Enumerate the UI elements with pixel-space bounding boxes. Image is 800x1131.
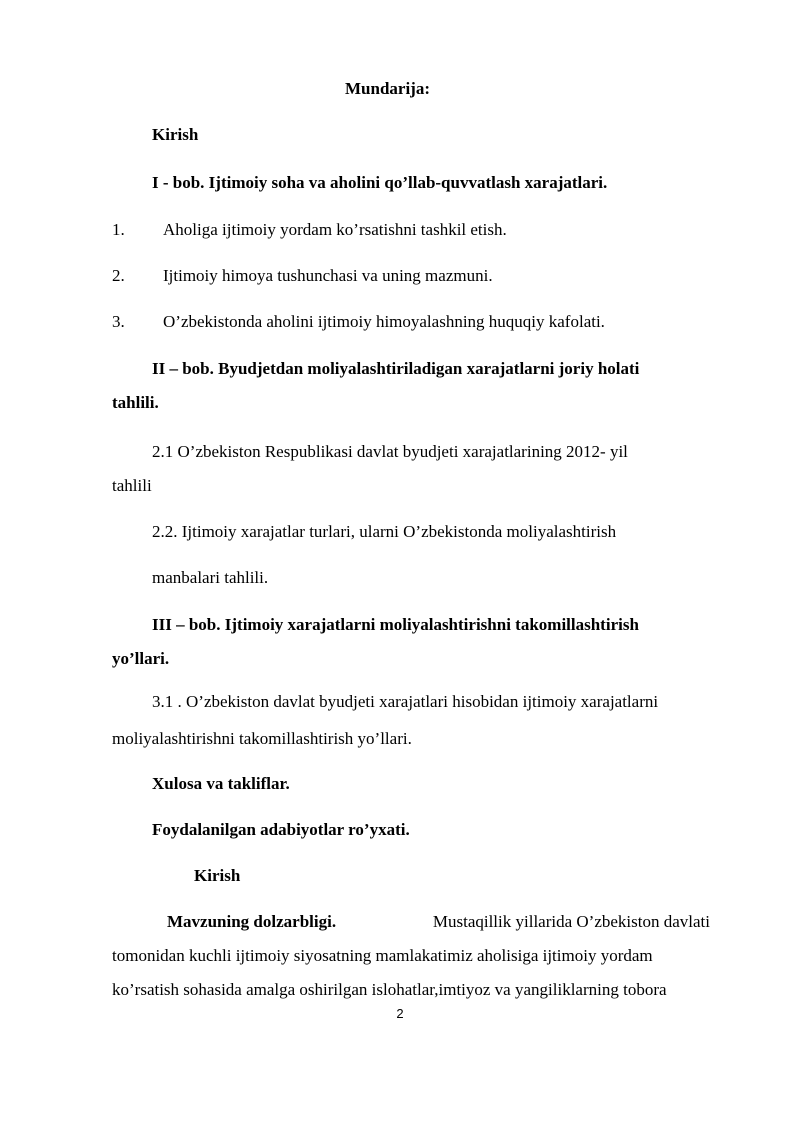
toc-chapter1-item2-number: 2.	[112, 266, 125, 285]
toc-chapter2-item2-line2: manbalari tahlili.	[152, 568, 269, 587]
toc-chapter3-item1-line2: moliyalashtirishni takomillashtirish yo’llari.	[112, 729, 412, 748]
toc-chapter1-item1-number: 1.	[112, 220, 125, 239]
intro-heading: Kirish	[194, 866, 241, 885]
intro-lead-bold: Mavzuning dolzarbligi.	[167, 912, 337, 931]
toc-chapter3-title-line2: yo’llari.	[112, 649, 170, 668]
intro-line1-rest: Mustaqillik yillarida O’zbekiston davlati	[432, 912, 710, 931]
toc-chapter2-item1-line2: tahlili	[112, 476, 152, 495]
toc-chapter1-title: I - bob. Ijtimoiy soha va aholini qo’llab-quvvatlash xarajatlari.	[152, 173, 608, 192]
toc-chapter2-item1-line1: 2.1 O’zbekiston Respublikasi davlat byudjeti xarajatlarining 2012- yil	[152, 442, 628, 461]
toc-intro: Kirish	[152, 125, 199, 144]
toc-title: Mundarija:	[345, 79, 430, 98]
toc-chapter1-item3-number: 3.	[112, 312, 125, 331]
toc-references: Foydalanilgan adabiyotlar ro’yxati.	[152, 820, 410, 839]
toc-chapter2-title-line2: tahlili.	[112, 393, 159, 412]
toc-chapter2-title-line1: II – bob. Byudjetdan moliyalashtiriladigan xarajatlarni joriy holati	[152, 359, 640, 378]
intro-paragraph-line1	[167, 913, 710, 930]
toc-chapter2-item2-line1: 2.2. Ijtimoiy xarajatlar turlari, ularni O’zbekistonda moliyalashtirish	[152, 522, 617, 541]
toc-chapter1-item1-text: Aholiga ijtimoiy yordam ko’rsatishni tashkil etish.	[163, 220, 507, 239]
toc-chapter3-title-line1: III – bob. Ijtimoiy xarajatlarni moliyalashtirishni takomillashtirish	[152, 615, 639, 634]
toc-chapter3-item1-line1: 3.1 . O’zbekiston davlat byudjeti xarajatlari hisobidan ijtimoiy xarajatlarni	[152, 692, 659, 711]
intro-paragraph-line3: ko’rsatish sohasida amalga oshirilgan islohatlar,imtiyoz va yangiliklarning tobora	[112, 980, 667, 999]
toc-chapter1-item3-text: O’zbekistonda aholini ijtimoiy himoyalashning huquqiy kafolati.	[163, 312, 605, 331]
page-number: 2	[396, 1006, 404, 1021]
toc-conclusion: Xulosa va takliflar.	[152, 774, 290, 793]
intro-paragraph-line2: tomonidan kuchli ijtimoiy siyosatning mamlakatimiz aholisiga ijtimoiy yordam	[112, 946, 653, 965]
toc-chapter1-item2-text: Ijtimoiy himoya tushunchasi va uning mazmuni.	[163, 266, 493, 285]
